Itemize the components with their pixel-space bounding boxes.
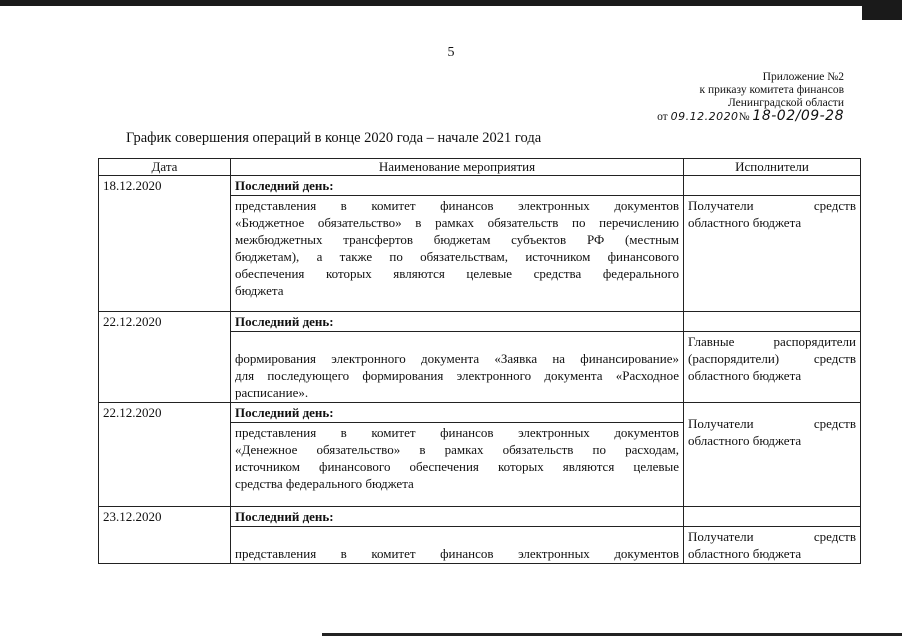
text-line: представления в комитет финансов электронных документов	[235, 425, 679, 440]
appendix-block	[584, 71, 844, 124]
text-line: формирования электронного документа «Заявка на финансирование»	[235, 351, 679, 366]
table-row	[99, 507, 861, 527]
text-line: бюджета	[235, 283, 284, 298]
executor-line: областного бюджета	[688, 546, 802, 561]
row-date: 22.12.2020	[99, 403, 231, 507]
table-row	[99, 312, 861, 332]
table-row	[99, 176, 861, 196]
header-date: Дата	[99, 159, 231, 176]
handwritten-date: 09.12.2020	[670, 110, 739, 123]
text-line: представления в комитет финансов электронных документов	[235, 198, 679, 213]
appendix-prefix: от	[657, 111, 668, 123]
text-line: расписание».	[235, 385, 309, 400]
row-description	[231, 423, 684, 507]
text-line: межбюджетных трансфертов бюджетам субъектов РФ (местным	[235, 232, 679, 247]
row-description	[231, 527, 684, 564]
number-sign: №	[738, 111, 750, 123]
row-executors	[684, 403, 861, 507]
row-heading: Последний день:	[231, 176, 684, 196]
executor-spacer	[684, 507, 861, 527]
row-date: 22.12.2020	[99, 312, 231, 403]
schedule-table	[98, 158, 861, 564]
executor-spacer	[684, 176, 861, 196]
row-executors	[684, 527, 861, 564]
row-executors	[684, 332, 861, 403]
scan-edge-top	[0, 0, 902, 6]
appendix-line-3: Ленинградской области	[727, 97, 844, 109]
executor-line: (распорядители) средств	[688, 351, 856, 366]
text-line: источником финансового обеспечения которых являются целевые	[235, 459, 679, 474]
header-name: Наименование мероприятия	[231, 159, 684, 176]
executor-line: областного бюджета	[688, 433, 802, 448]
executor-spacer	[684, 312, 861, 332]
table-header-row	[99, 159, 861, 176]
text-line: представления в комитет финансов электронных документов	[235, 546, 679, 561]
row-executors	[684, 196, 861, 312]
spacer	[235, 333, 679, 350]
row-date: 18.12.2020	[99, 176, 231, 312]
scan-edge-bottom	[322, 633, 902, 636]
executor-line: Получатели средств	[688, 198, 856, 213]
executor-line: Получатели средств	[688, 416, 856, 431]
text-line: бюджетам), а также по обязательствам, источником финансового	[235, 249, 679, 264]
executor-line: Главные распорядители	[688, 334, 856, 349]
row-heading: Последний день:	[231, 507, 684, 527]
text-line: средства федерального бюджета	[235, 476, 414, 491]
appendix-order-line	[584, 110, 844, 124]
text-line: для последующего формирования электронного документа «Расходное	[235, 368, 679, 383]
executor-line: областного бюджета	[688, 368, 802, 383]
row-description	[231, 332, 684, 403]
executor-line: областного бюджета	[688, 215, 802, 230]
table-row	[99, 403, 861, 423]
document-title: График совершения операций в конце 2020 года – начале 2021 года	[126, 130, 542, 146]
page-number: 5	[447, 45, 455, 60]
appendix-line-1: Приложение №2	[762, 71, 844, 83]
appendix-line-2: к приказу комитета финансов	[699, 84, 844, 96]
spacer	[235, 528, 679, 545]
header-executors: Исполнители	[684, 159, 861, 176]
row-date: 23.12.2020	[99, 507, 231, 564]
row-heading: Последний день:	[231, 312, 684, 332]
scan-edge-corner	[862, 0, 902, 20]
text-line: «Денежное обязательство» в рамках обязательств по расходам,	[235, 442, 679, 457]
row-heading: Последний день:	[231, 403, 684, 423]
handwritten-number: 18-02/09-28	[752, 108, 844, 124]
text-line: «Бюджетное обязательство» в рамках обязательств по перечислению	[235, 215, 679, 230]
executor-line: Получатели средств	[688, 529, 856, 544]
row-description	[231, 196, 684, 312]
text-line: обеспечения которых являются целевые средства федерального	[235, 266, 679, 281]
